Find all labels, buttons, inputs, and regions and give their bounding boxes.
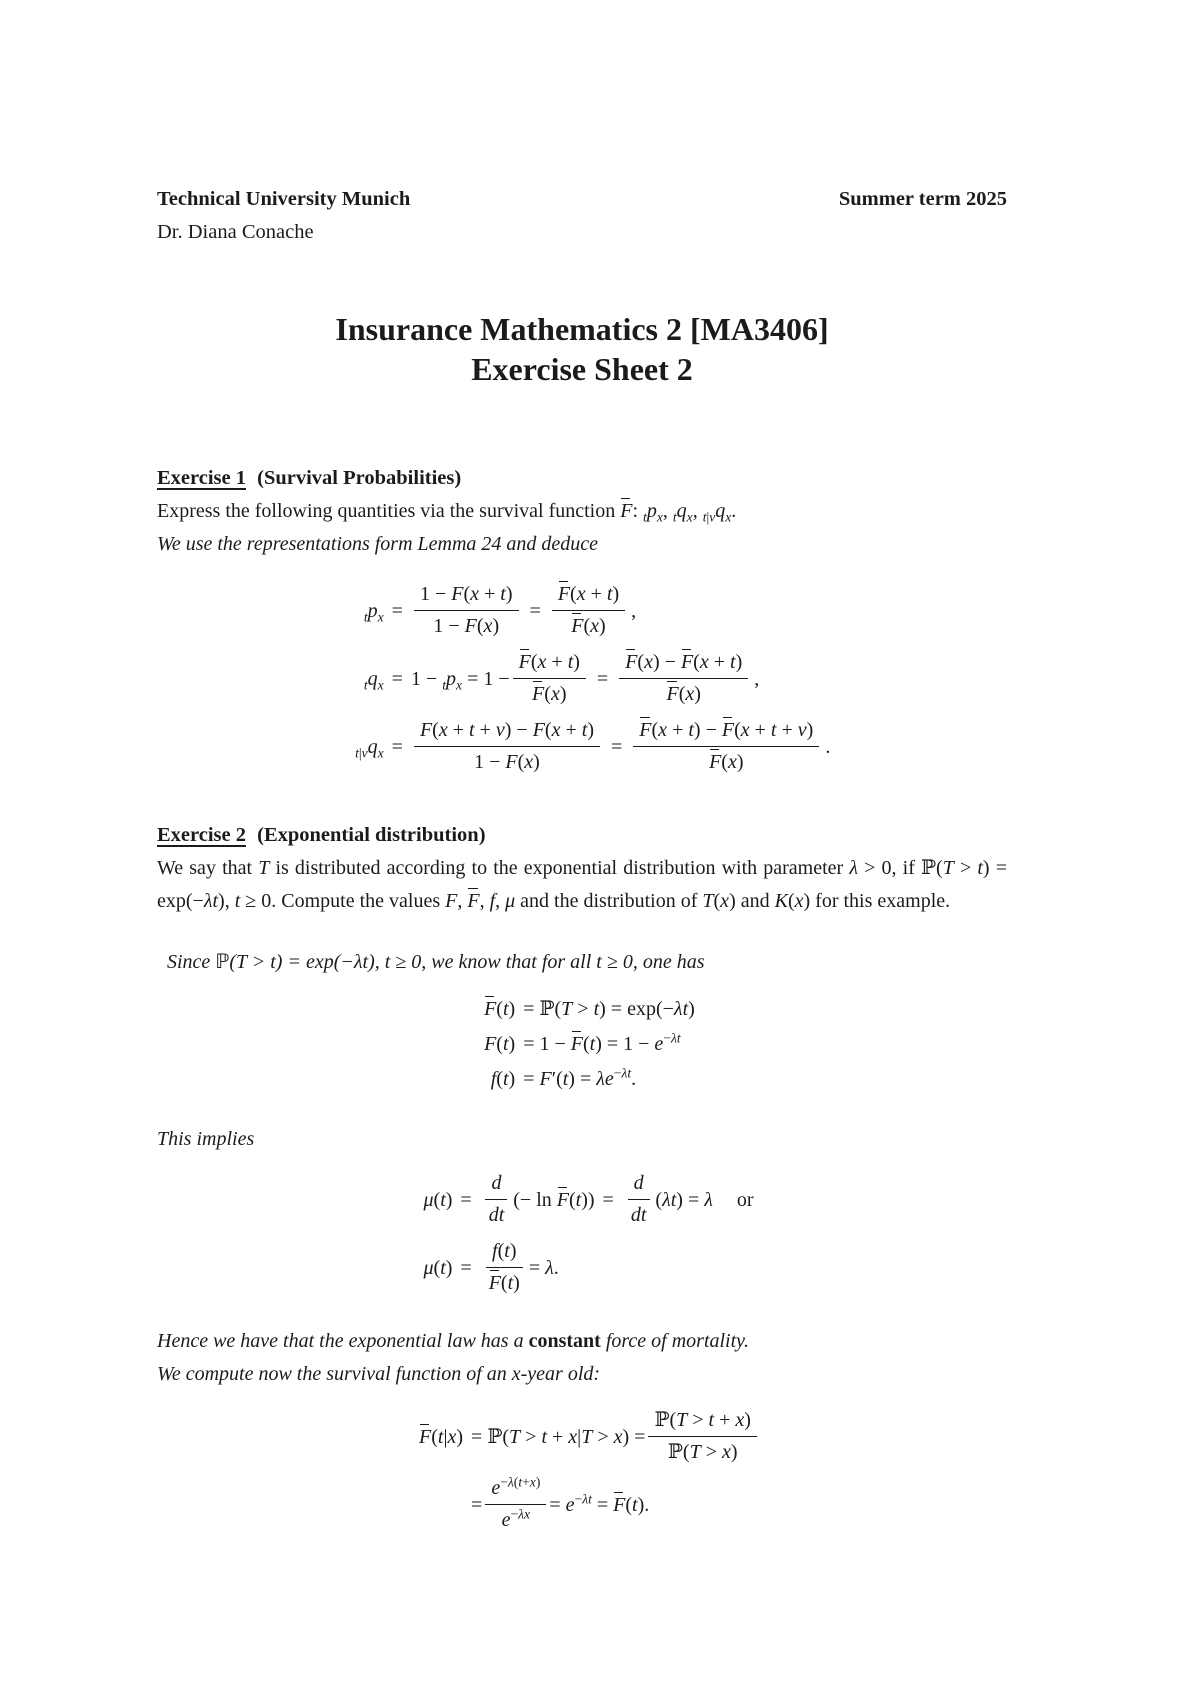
- fraction-numerator: d: [628, 1172, 650, 1200]
- math-lhs: $_tp_x$: [363, 599, 384, 624]
- fraction-denominator: ℙ(T > x): [667, 1441, 738, 1463]
- exercise-2-section: [157, 818, 1007, 1532]
- math-segment: = ℙ(T > t + x|T > x) =: [471, 1425, 646, 1448]
- fraction-denominator: dt: [630, 1204, 647, 1226]
- math-lhs: $_tq_x$: [363, 667, 384, 692]
- math-segment: = $e^{-\lambda t} = F(t)$.: [549, 1491, 650, 1516]
- math-punctuation: .: [825, 735, 831, 758]
- exercise-2-solution-intro: Since ℙ(T > t) = exp(−λt), t ≥ 0, we know that for all t ≥ 0, one has: [167, 951, 705, 973]
- author-name: Dr. Diana Conache: [157, 221, 314, 243]
- math-lhs: F(t|x): [419, 1425, 464, 1448]
- exercise-1-statement: Express the following quantities via the survival function F: $_tp_x$, $_tq_x$, $_{t|v}q_x$.: [157, 500, 737, 525]
- hence-note: Hence we have that the exponential law has a constant force of mortality.: [157, 1330, 749, 1352]
- math-segment: = λ.: [528, 1256, 559, 1279]
- or-connective: or: [736, 1188, 754, 1211]
- fraction-denominator: 1 − F(x): [433, 615, 500, 637]
- title-line-1: Insurance Mathematics 2 [MA3406]: [335, 311, 829, 347]
- term-label: Summer term 2025: [838, 188, 1007, 210]
- math-segment: (− ln F(t)): [513, 1188, 595, 1211]
- math-fraction: [625, 1172, 653, 1227]
- math-lhs: μ(t): [423, 1188, 453, 1211]
- math-fraction: [485, 1474, 546, 1532]
- math-segment: $1 - _tp_x = 1$ −: [410, 667, 510, 692]
- implies-note: This implies: [157, 1128, 255, 1150]
- equals-sign: =: [391, 735, 403, 758]
- fraction-numerator: f(t): [486, 1240, 522, 1268]
- math-lhs: $_{t|v}q_x$: [355, 735, 384, 760]
- equals-sign: =: [596, 667, 609, 690]
- math-punctuation: ,: [631, 599, 637, 622]
- equation-row-tpx: [334, 583, 831, 638]
- math-lhs: μ(t): [423, 1256, 453, 1279]
- equals-sign: =: [391, 599, 403, 622]
- fraction-numerator: F(x + t): [552, 583, 625, 611]
- fraction-denominator: F(t): [488, 1272, 520, 1294]
- exercise-1-solution-note: We use the representations form Lemma 24 and deduce: [157, 533, 599, 555]
- exercise-1-label: Exercise 1: [157, 467, 246, 489]
- math-fraction: [414, 583, 519, 638]
- equation-row-mu-ratio: [410, 1240, 753, 1295]
- equals-sign: =: [529, 599, 541, 622]
- fraction-denominator: dt: [488, 1204, 505, 1226]
- exercise-2-statement: We say that T is distributed according to the exponential distribution with parameter λ > 0, if ℙ(T > t) = exp(−λt), t ≥ 0. Compute the values F, F, f, μ and the distribution of T(x) and K(x) for this example.: [157, 857, 1007, 912]
- equation-block-force-of-mortality: [410, 1172, 753, 1295]
- equation-row-conditional-1: [401, 1409, 763, 1464]
- equation-row-cdf: [469, 1032, 695, 1056]
- fraction-numerator: d: [485, 1172, 507, 1200]
- math-lhs: F(t): [484, 1033, 516, 1055]
- header-row: [157, 183, 1007, 215]
- math-lhs: f(t): [490, 1068, 516, 1090]
- equals-sign: =: [611, 735, 623, 758]
- title-line-2: Exercise Sheet 2: [471, 351, 693, 387]
- fraction-numerator: 1 − F(x + t): [414, 583, 519, 611]
- exercise-1-heading: [157, 461, 1007, 495]
- equation-row-tqx: [334, 651, 831, 706]
- document-title: [157, 309, 1007, 389]
- math-segment: (λt) = λ: [655, 1188, 713, 1211]
- math-segment: =: [471, 1493, 483, 1516]
- equation-block-conditional-survival: [401, 1409, 763, 1532]
- equals-sign: =: [391, 667, 403, 690]
- institution-name: Technical University Munich: [157, 188, 411, 210]
- math-segment: = $1 - F(t) = 1 - e^{-\lambda t}$: [523, 1030, 681, 1055]
- fraction-denominator: F(x): [532, 683, 567, 705]
- equation-row-survival: [469, 997, 695, 1021]
- fraction-denominator: F(x): [666, 683, 701, 705]
- math-fraction: [552, 583, 625, 638]
- equation-block-exponential-basics: [469, 997, 695, 1091]
- equals-sign: =: [602, 1188, 614, 1211]
- equation-row-mu-derivative: [410, 1172, 753, 1227]
- fraction-numerator: ℙ(T > t + x): [648, 1409, 757, 1437]
- exercise-2-heading: [157, 818, 1007, 852]
- fraction-denominator: F(x): [571, 615, 606, 637]
- math-segment: = ℙ(T > t) = exp(−λt): [523, 998, 695, 1020]
- equals-sign: =: [460, 1256, 472, 1279]
- math-fraction: [648, 1409, 757, 1464]
- equation-row-conditional-2: [401, 1474, 763, 1532]
- equation-row-deferred-qx: [334, 719, 831, 774]
- fraction-numerator: F(x + t): [513, 651, 586, 679]
- math-fraction: [483, 1172, 511, 1227]
- fraction-numerator: $e^{-\lambda(t+x)}$: [485, 1477, 546, 1505]
- compute-note: We compute now the survival function of an x-year old:: [157, 1363, 601, 1385]
- document-header: [157, 183, 1007, 249]
- math-fraction: [483, 1240, 526, 1295]
- exercise-2-topic: (Exponential distribution): [257, 824, 486, 846]
- math-segment: = $F'(t) = \lambda e^{-\lambda t}$.: [523, 1065, 637, 1090]
- math-lhs: F(t): [484, 998, 516, 1020]
- fraction-numerator: F(x + t) − F(x + t + v): [633, 719, 819, 747]
- exercise-1-section: [157, 461, 1007, 774]
- math-fraction: [633, 719, 819, 774]
- equation-row-density: [469, 1067, 695, 1091]
- fraction-denominator: F(x): [709, 751, 744, 773]
- math-punctuation: ,: [754, 667, 760, 690]
- math-fraction: [414, 719, 600, 774]
- fraction-denominator: 1 − F(x): [474, 751, 540, 773]
- fraction-numerator: F(x) − F(x + t): [619, 651, 748, 679]
- equals-sign: =: [460, 1188, 472, 1211]
- math-fraction: [513, 651, 586, 706]
- exercise-1-topic: (Survival Probabilities): [257, 467, 462, 489]
- equation-block-survival-identities: [334, 583, 831, 774]
- math-fraction: [619, 651, 748, 706]
- fraction-denominator: $e^{-\lambda x}$: [501, 1506, 531, 1531]
- exercise-2-label: Exercise 2: [157, 824, 246, 846]
- fraction-numerator: F(x + t + v) − F(x + t): [414, 719, 600, 747]
